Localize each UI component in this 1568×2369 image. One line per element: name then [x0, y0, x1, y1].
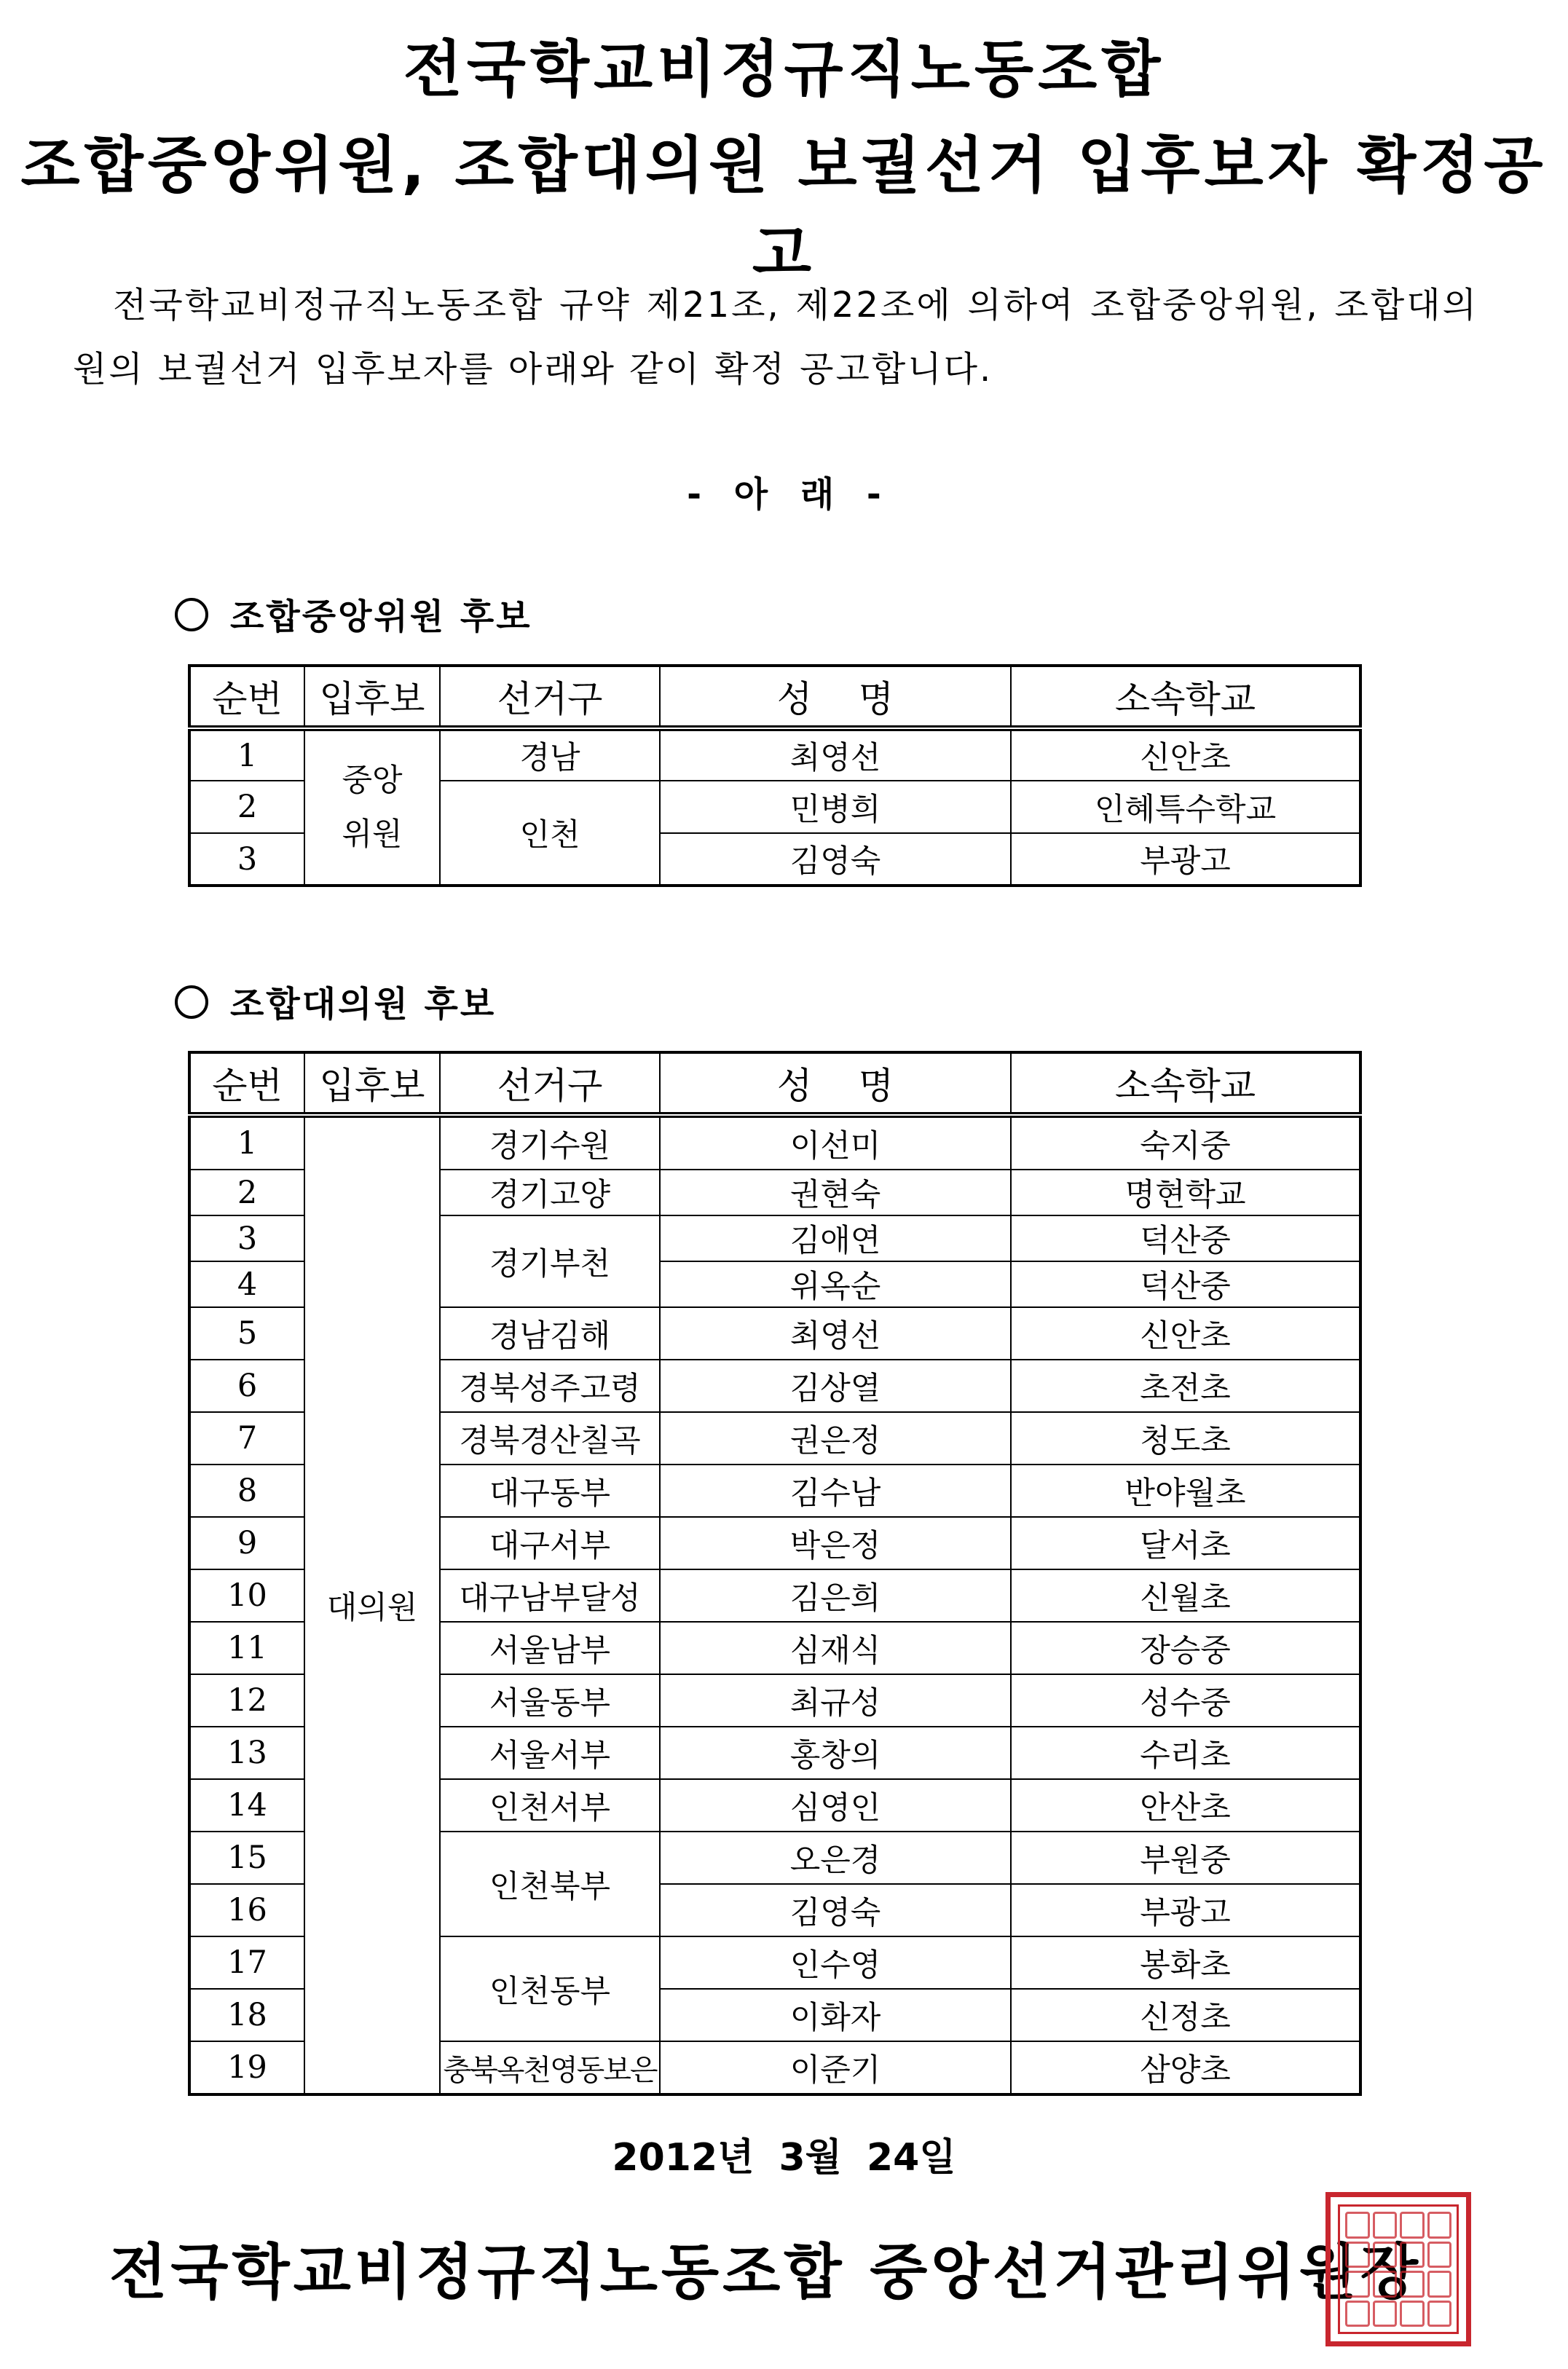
cell-name: 권은정	[660, 1412, 1011, 1465]
cell-name: 심재식	[660, 1622, 1011, 1674]
header-school: 소속학교	[1011, 1052, 1360, 1115]
central-candidates-table	[188, 664, 1362, 887]
cell-district: 경북경산칠곡	[440, 1412, 660, 1465]
cell-school: 청도초	[1011, 1412, 1360, 1465]
section-delegates-heading	[175, 976, 496, 1026]
cell-no: 17	[189, 1936, 304, 1989]
cell-name: 김은희	[660, 1569, 1011, 1622]
cell-no: 1	[189, 728, 304, 781]
cell-district: 경기고양	[440, 1170, 660, 1215]
notice-date: 2012년 3월 24일	[612, 2136, 956, 2180]
cell-school: 명현학교	[1011, 1170, 1360, 1215]
cell-school: 장승중	[1011, 1622, 1360, 1674]
table-row	[189, 1115, 1360, 1170]
cell-no: 3	[189, 1215, 304, 1261]
header-candidacy: 입후보	[304, 1052, 440, 1115]
header-district: 선거구	[440, 1052, 660, 1115]
cell-no: 3	[189, 833, 304, 886]
cell-school: 숙지중	[1011, 1115, 1360, 1170]
header-name: 성 명	[660, 666, 1011, 728]
table-header-row	[189, 1052, 1360, 1115]
cell-school: 인혜특수학교	[1011, 781, 1360, 833]
official-seal-icon	[1325, 2192, 1471, 2346]
cell-name: 홍창의	[660, 1727, 1011, 1779]
cell-name: 최영선	[660, 1307, 1011, 1360]
cell-no: 14	[189, 1779, 304, 1832]
cell-district: 인천동부	[440, 1936, 660, 2041]
cell-no: 2	[189, 781, 304, 833]
section-central-title: 조합중앙위원 후보	[230, 596, 532, 637]
cell-district: 경남	[440, 728, 660, 781]
cell-no: 13	[189, 1727, 304, 1779]
cell-school: 수리초	[1011, 1727, 1360, 1779]
header-district: 선거구	[440, 666, 660, 728]
cell-school: 달서초	[1011, 1517, 1360, 1569]
cell-no: 15	[189, 1832, 304, 1884]
cell-district: 인천서부	[440, 1779, 660, 1832]
cell-name: 김상열	[660, 1360, 1011, 1412]
cell-name: 김수남	[660, 1465, 1011, 1517]
cell-district: 서울서부	[440, 1727, 660, 1779]
cell-no: 16	[189, 1884, 304, 1936]
cell-district: 대구동부	[440, 1465, 660, 1517]
cell-school: 봉화초	[1011, 1936, 1360, 1989]
cell-name: 인수영	[660, 1936, 1011, 1989]
cell-no: 2	[189, 1170, 304, 1215]
cell-district: 인천	[440, 781, 660, 886]
cell-school: 신월초	[1011, 1569, 1360, 1622]
cell-school: 신정초	[1011, 1989, 1360, 2041]
cell-name: 김애연	[660, 1215, 1011, 1261]
header-no: 순번	[189, 1052, 304, 1115]
cell-school: 부광고	[1011, 833, 1360, 886]
cell-no: 7	[189, 1412, 304, 1465]
circle-bullet-icon	[175, 985, 208, 1019]
title-line-2: 조합중앙위원, 조합대의원 보궐선거 입후보자 확정공고	[20, 130, 1548, 289]
cell-school: 반야월초	[1011, 1465, 1360, 1517]
section-delegates-title: 조합대의원 후보	[230, 984, 497, 1025]
table-header-row	[189, 666, 1360, 728]
cell-no: 19	[189, 2041, 304, 2094]
cell-district: 경기수원	[440, 1115, 660, 1170]
cell-name: 권현숙	[660, 1170, 1011, 1215]
cell-district: 대구남부달성	[440, 1569, 660, 1622]
cell-name: 심영인	[660, 1779, 1011, 1832]
header-candidacy: 입후보	[304, 666, 440, 728]
cell-candidacy-type: 대의원	[304, 1115, 440, 2094]
cell-name: 이화자	[660, 1989, 1011, 2041]
cell-district: 경북성주고령	[440, 1360, 660, 1412]
cell-no: 11	[189, 1622, 304, 1674]
cell-school: 덕산중	[1011, 1215, 1360, 1261]
circle-bullet-icon	[175, 598, 208, 631]
cell-district: 인천북부	[440, 1832, 660, 1936]
cell-district: 경남김해	[440, 1307, 660, 1360]
cell-no: 5	[189, 1307, 304, 1360]
header-no: 순번	[189, 666, 304, 728]
title-line-1: 전국학교비정규직노동조합	[403, 33, 1165, 105]
cell-district: 경기부천	[440, 1215, 660, 1307]
cell-school: 안산초	[1011, 1779, 1360, 1832]
cell-school: 신안초	[1011, 728, 1360, 781]
table-row	[189, 728, 1360, 781]
cell-no: 9	[189, 1517, 304, 1569]
section-central-heading	[175, 588, 532, 639]
cell-no: 12	[189, 1674, 304, 1727]
cell-school: 성수중	[1011, 1674, 1360, 1727]
cell-district: 서울남부	[440, 1622, 660, 1674]
intro-paragraph: 전국학교비정규직노동조합 규약 제21조, 제22조에 의하여 조합중앙위원, 조합대의원의 보궐선거 입후보자를 아래와 같이 확정 공고합니다.	[73, 285, 1478, 390]
cell-name: 김영숙	[660, 1884, 1011, 1936]
cell-district: 대구서부	[440, 1517, 660, 1569]
cell-name: 위옥순	[660, 1261, 1011, 1307]
cell-district: 서울동부	[440, 1674, 660, 1727]
delegate-candidates-table	[188, 1051, 1362, 2096]
cell-no: 4	[189, 1261, 304, 1307]
cell-school: 부광고	[1011, 1884, 1360, 1936]
cell-school: 삼양초	[1011, 2041, 1360, 2094]
cell-no: 18	[189, 1989, 304, 2041]
cell-school: 부원중	[1011, 1832, 1360, 1884]
cell-no: 1	[189, 1115, 304, 1170]
cell-no: 8	[189, 1465, 304, 1517]
cell-name: 오은경	[660, 1832, 1011, 1884]
cell-school: 신안초	[1011, 1307, 1360, 1360]
cell-name: 김영숙	[660, 833, 1011, 886]
signatory: 전국학교비정규직노동조합 중앙선거관리위원장	[109, 2238, 1422, 2307]
cell-name: 이준기	[660, 2041, 1011, 2094]
cell-no: 10	[189, 1569, 304, 1622]
cell-school: 초전초	[1011, 1360, 1360, 1412]
cell-district: 충북옥천영동보은	[440, 2041, 660, 2094]
cell-name: 박은정	[660, 1517, 1011, 1569]
header-school: 소속학교	[1011, 666, 1360, 728]
cell-name: 이선미	[660, 1115, 1011, 1170]
cell-no: 6	[189, 1360, 304, 1412]
cell-candidacy-type: 중앙 위원	[304, 728, 440, 886]
cell-name: 민병희	[660, 781, 1011, 833]
header-name: 성 명	[660, 1052, 1011, 1115]
notice-heading: - 아 래 -	[687, 474, 881, 515]
cell-name: 최영선	[660, 728, 1011, 781]
cell-name: 최규성	[660, 1674, 1011, 1727]
cell-school: 덕산중	[1011, 1261, 1360, 1307]
